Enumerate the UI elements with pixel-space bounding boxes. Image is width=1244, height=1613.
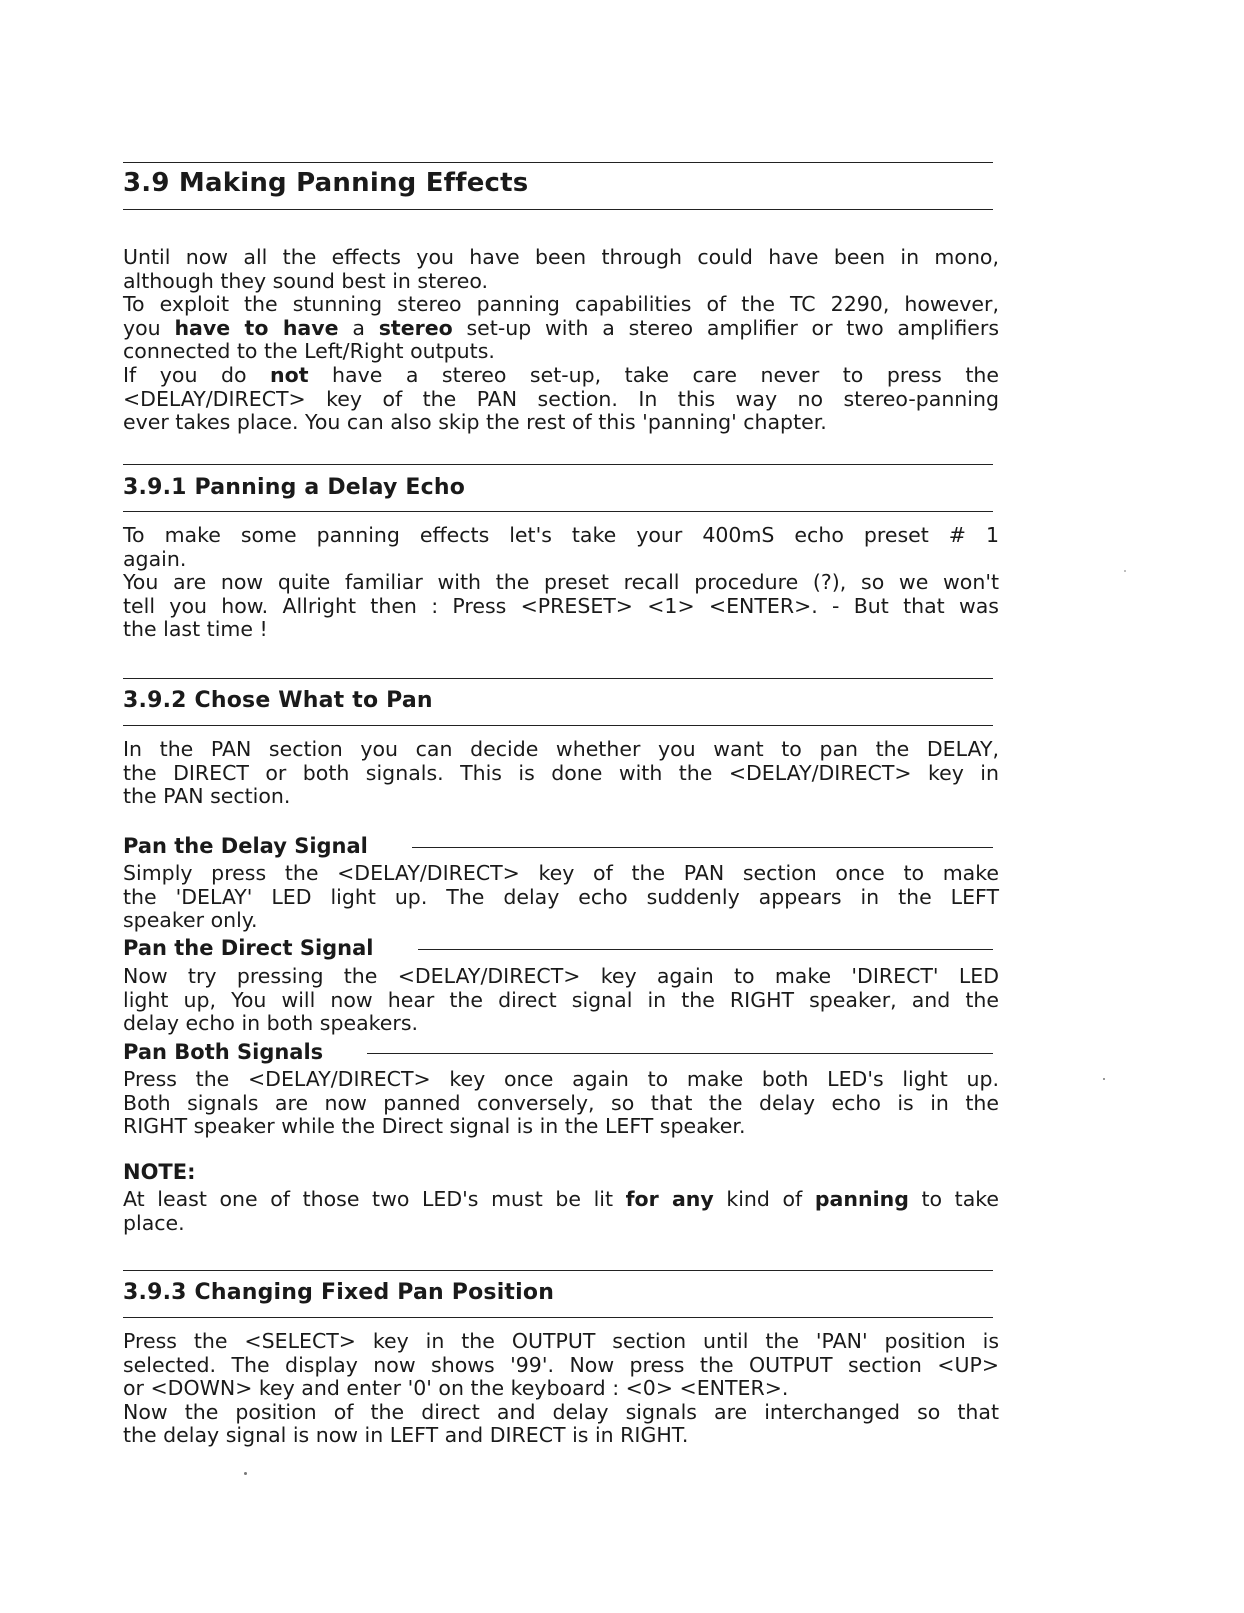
text-line: Press the <SELECT> key in the OUTPUT section until the 'PAN' position is (123, 1329, 999, 1353)
subheading-label: Pan the Direct Signal (123, 936, 374, 960)
pan-delay-paragraph (123, 862, 999, 933)
rule-top-main (123, 162, 993, 163)
text-line: <DELAY/DIRECT> key of the PAN section. In this way no stereo-panning (123, 386, 999, 411)
scan-speck (1124, 570, 1126, 572)
text-line: To make some panning effects let's take your 400mS echo preset # 1 (123, 523, 999, 547)
text-line: You are now quite familiar with the preset recall procedure (?), so we won't (123, 570, 999, 595)
subheading-rule (412, 847, 993, 848)
text-line: selected. The display now shows '99'. Now press the OUTPUT section <UP> (123, 1352, 999, 1377)
pan-both-paragraph (123, 1068, 999, 1139)
text-line: In the PAN section you can decide whether you want to pan the DELAY, (123, 737, 999, 761)
text-line: although they sound best in stereo. (123, 268, 489, 293)
scan-speck (1103, 1078, 1105, 1080)
subheading-label: Pan Both Signals (123, 1040, 324, 1064)
rule-top-391 (123, 464, 993, 465)
subheading-rule (418, 949, 993, 950)
text-line: tell you how. Allright then : Press <PRESET> <1> <ENTER>. - But that was (123, 593, 999, 618)
text-line: place. (123, 1210, 185, 1235)
text-line: Now try pressing the <DELAY/DIRECT> key again to make 'DIRECT' LED (123, 964, 999, 988)
text-line: Both signals are now panned conversely, so that the delay echo is in the (123, 1090, 999, 1115)
section-heading-393: 3.9.3 Changing Fixed Pan Position (123, 1280, 555, 1305)
section-392-paragraph (123, 738, 999, 809)
text-line: RIGHT speaker while the Direct signal is in the LEFT speaker. (123, 1114, 746, 1139)
section-391-paragraph (123, 524, 999, 642)
text-line: or <DOWN> key and enter '0' on the keyboard : <0> <ENTER>. (123, 1376, 789, 1401)
note-paragraph (123, 1188, 999, 1235)
subheading-pan-delay (123, 833, 993, 859)
subheading-rule (367, 1053, 993, 1054)
rule-bottom-392 (123, 725, 993, 726)
section-heading-391: 3.9.1 Panning a Delay Echo (123, 475, 466, 500)
text-line: connected to the Left/Right outputs. (123, 339, 495, 364)
section-heading-392: 3.9.2 Chose What to Pan (123, 688, 433, 713)
text-line: speaker only. (123, 908, 258, 933)
text-line: If you do not have a stereo set-up, take care never to press the (123, 362, 999, 387)
subheading-pan-direct (123, 935, 993, 961)
text-line: the delay signal is now in LEFT and DIRECT is in RIGHT. (123, 1423, 689, 1448)
text-line: again. (123, 546, 187, 571)
text-line: Now the position of the direct and delay signals are interchanged so that (123, 1399, 999, 1424)
text-line: you have to have a stereo set-up with a stereo amplifier or two amplifiers (123, 315, 1000, 340)
text-line: delay echo in both speakers. (123, 1011, 419, 1036)
text-line: Until now all the effects you have been through could have been in mono, (123, 245, 999, 269)
text-line: the DIRECT or both signals. This is done with the <DELAY/DIRECT> key in (123, 760, 999, 785)
text-line: the last time ! (123, 617, 268, 642)
page-title: 3.9 Making Panning Effects (123, 168, 529, 198)
section-393-paragraph (123, 1330, 999, 1448)
rule-top-393 (123, 1270, 993, 1271)
text-line: the PAN section. (123, 784, 291, 809)
text-line: Simply press the <DELAY/DIRECT> key of the PAN section once to make (123, 861, 999, 885)
text-line: Press the <DELAY/DIRECT> key once again to make both LED's light up. (123, 1067, 999, 1091)
intro-paragraph (123, 246, 999, 435)
note-label: NOTE: (123, 1160, 196, 1184)
text-line: the 'DELAY' LED light up. The delay echo suddenly appears in the LEFT (123, 884, 999, 909)
text-line: ever takes place. You can also skip the rest of this 'panning' chapter. (123, 410, 827, 435)
text-line: To exploit the stunning stereo panning capabilities of the TC 2290, however, (123, 292, 999, 317)
subheading-label: Pan the Delay Signal (123, 834, 368, 858)
rule-bottom-391 (123, 511, 993, 512)
pan-direct-paragraph (123, 965, 999, 1036)
rule-top-392 (123, 678, 993, 679)
rule-bottom-main (123, 209, 993, 210)
subheading-pan-both (123, 1039, 993, 1065)
text-line: At least one of those two LED's must be lit for any kind of panning to take (123, 1187, 1000, 1211)
scan-speck (244, 1472, 247, 1475)
rule-bottom-393 (123, 1317, 993, 1318)
text-line: light up, You will now hear the direct signal in the RIGHT speaker, and the (123, 987, 999, 1012)
